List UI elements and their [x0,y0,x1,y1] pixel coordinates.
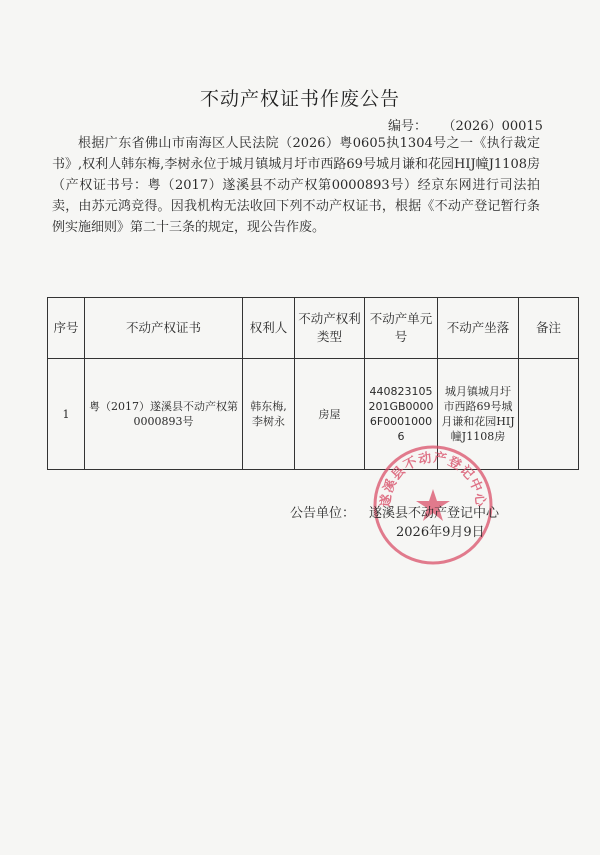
table-header-row [48,298,579,359]
cell-location: 城月镇城月圩市西路69号城月谦和花园HIJ幢J1108房 [438,359,519,470]
header-right-type: 不动产权利类型 [295,298,365,359]
issuing-unit-label: 公告单位： [290,506,356,521]
cell-holder: 韩东梅,李树永 [243,359,295,470]
issuing-unit-name: 遂溪县不动产登记中心 [369,506,500,521]
issuing-unit [290,502,499,521]
header-seq: 序号 [48,298,85,359]
header-certificate: 不动产权证书 [85,298,243,359]
certificate-table [47,297,579,470]
notice-date: 2026年9月9日 [396,525,485,540]
table-row [48,359,579,470]
cell-remark [519,359,579,470]
header-unit-no: 不动产单元号 [365,298,438,359]
document-number-value: （2026）00015 [449,119,543,134]
cell-certificate: 粤（2017）遂溪县不动产权第0000893号 [85,359,243,470]
notice-body-text: 根据广东省佛山市南海区人民法院（2026）粤0605执1304号之一《执行裁定书》,权利人韩东梅,李树永位于城月镇城月圩市西路69号城月谦和花园HIJ幢J1108房（产权证书号：粤（2017）遂溪县不动产权第0000893号）经京东网进行司法拍卖，由苏元鸿竞得。因我机构无法收回下列不动产权证书，根据《不动产登记暂行条例实施细则》第二十三条的规定，现公告作废。 [52,136,540,235]
document-number-label: 编号： [388,119,428,134]
cell-unit-no: 440823105201GB00006F00010006 [365,359,438,470]
header-remark: 备注 [519,298,579,359]
header-holder: 权利人 [243,298,295,359]
header-location: 不动产坐落 [438,298,519,359]
notice-title: 不动产权证书作废公告 [199,88,400,110]
cell-right-type: 房屋 [295,359,365,470]
document-number [388,115,543,134]
notice-body [52,133,540,238]
cell-seq: 1 [48,359,85,470]
seal-text-path: 遂溪县不动产登记中心 [378,450,488,509]
